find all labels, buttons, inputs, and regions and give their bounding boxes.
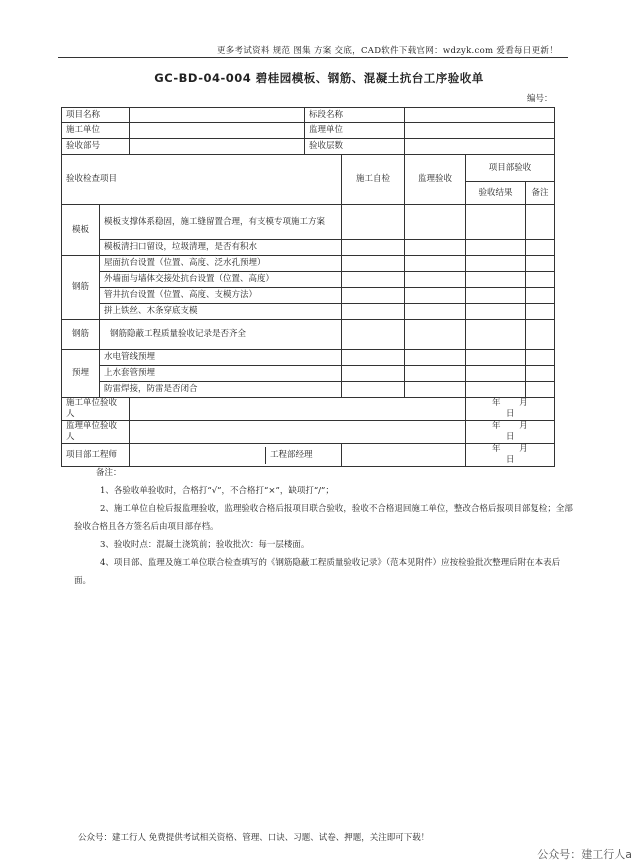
construction-unit-value[interactable] <box>130 123 305 139</box>
section-name-value[interactable] <box>405 108 555 123</box>
project-manager-label: 工程部经理 <box>270 449 313 460</box>
supervision-acceptor-label: 监理单位验收人 <box>62 421 130 444</box>
check-cell[interactable] <box>466 350 526 366</box>
acceptance-result-header: 验收结果 <box>466 182 526 205</box>
supervision-unit-label: 监理单位 <box>305 123 405 139</box>
item-label: 拼上铁丝、木条穿底支模 <box>100 304 342 320</box>
header-note: 更多考试资料 规范 图集 方案 交底，CAD软件下载官网：wdzyk.com 爱看每日更新！ <box>216 46 558 56</box>
check-cell[interactable] <box>526 350 555 366</box>
table-row <box>62 304 555 320</box>
category-label: 钢筋 <box>62 320 100 350</box>
header-divider <box>58 57 568 58</box>
table-row <box>62 108 555 123</box>
project-acceptance-header: 项目部验收 <box>466 155 555 182</box>
check-cell[interactable] <box>466 256 526 272</box>
page-title: GC-BD-04-004 碧桂园模板、钢筋、混凝土抗台工序验收单 <box>154 71 484 85</box>
date-year: 年 <box>492 398 501 408</box>
acceptance-floor-value[interactable] <box>405 139 555 155</box>
check-cell[interactable] <box>405 366 466 382</box>
check-cell[interactable] <box>466 320 526 350</box>
date-day: 日 <box>506 409 515 419</box>
note-item: 1、各验收单验收时，合格打“√”，不合格打“×”，缺项打“/”； <box>100 486 334 496</box>
check-cell[interactable] <box>342 288 405 304</box>
note-item: 2、施工单位自检后报监理验收，监理验收合格后报项目联合验收，验收不合格退回施工单位，整改合格后报项目部复检；全部验收合格且各方签名后由项目部存档。 <box>74 504 573 532</box>
check-cell[interactable] <box>405 382 466 398</box>
footer-note: 公众号：建工行人 免费提供考试相关资格、管理、口诀、习题、试卷、押题，关注即可下载！ <box>78 833 430 843</box>
table-row <box>62 320 555 350</box>
signoff-date <box>466 421 555 444</box>
check-cell[interactable] <box>526 320 555 350</box>
table-row <box>62 240 555 256</box>
check-cell[interactable] <box>526 256 555 272</box>
table-header-row <box>62 155 555 182</box>
project-name-label: 项目名称 <box>62 108 130 123</box>
category-label: 模板 <box>62 205 100 256</box>
check-cell[interactable] <box>405 288 466 304</box>
signoff-row <box>62 421 555 444</box>
serial-number-label: 编号： <box>527 94 553 104</box>
notes-section <box>74 464 574 590</box>
item-label: 上水套管预埋 <box>100 366 342 382</box>
date-month: 月 <box>519 421 528 431</box>
check-cell[interactable] <box>342 240 405 256</box>
check-cell[interactable] <box>405 205 466 240</box>
signoff-row <box>62 398 555 421</box>
item-label: 模板支撑体系稳固，施工缝留置合理，有支模专项施工方案 <box>100 205 342 240</box>
construction-self-check-header: 施工自检 <box>342 155 405 205</box>
check-cell[interactable] <box>466 304 526 320</box>
check-cell[interactable] <box>342 256 405 272</box>
construction-unit-label: 施工单位 <box>62 123 130 139</box>
signoff-date <box>466 398 555 421</box>
date-day: 日 <box>506 455 515 465</box>
check-cell[interactable] <box>466 240 526 256</box>
check-cell[interactable] <box>342 350 405 366</box>
check-cell[interactable] <box>405 256 466 272</box>
signoff-split <box>130 447 341 464</box>
date-day: 日 <box>506 432 515 442</box>
date-month: 月 <box>519 444 528 454</box>
table-row <box>62 350 555 366</box>
check-cell[interactable] <box>342 320 405 350</box>
project-name-value[interactable] <box>130 108 305 123</box>
acceptance-form-table <box>61 107 555 467</box>
category-label: 钢筋 <box>62 256 100 320</box>
item-label: 钢筋隐蔽工程质量验收记录是否齐全 <box>100 320 342 350</box>
inspection-items-header: 验收检查项目 <box>62 155 342 205</box>
table-row <box>62 382 555 398</box>
check-cell[interactable] <box>466 366 526 382</box>
check-cell[interactable] <box>342 272 405 288</box>
construction-acceptor-signature[interactable] <box>130 398 466 421</box>
note-item: 4、项目部、监理及施工单位联合检查填写的《钢筋隐蔽工程质量验收记录》（范本见附件）应按检验批次整理后附在本表后面。 <box>74 558 561 586</box>
check-cell[interactable] <box>526 205 555 240</box>
check-cell[interactable] <box>405 320 466 350</box>
check-cell[interactable] <box>526 240 555 256</box>
table-row <box>62 123 555 139</box>
check-cell[interactable] <box>526 382 555 398</box>
check-cell[interactable] <box>526 366 555 382</box>
check-cell[interactable] <box>526 304 555 320</box>
acceptance-floor-label: 验收层数 <box>305 139 405 155</box>
check-cell[interactable] <box>342 205 405 240</box>
date-month: 月 <box>519 398 528 408</box>
acceptance-parts-value[interactable] <box>130 139 305 155</box>
check-cell[interactable] <box>526 288 555 304</box>
supervision-acceptance-header: 监理验收 <box>405 155 466 205</box>
item-label: 模板清扫口留设，垃圾清理，是否有积水 <box>100 240 342 256</box>
date-year: 年 <box>492 444 501 454</box>
acceptance-parts-label: 验收部号 <box>62 139 130 155</box>
check-cell[interactable] <box>405 240 466 256</box>
item-label: 屋面抗台设置（位置、高度、泛水孔预埋） <box>100 256 342 272</box>
table-row <box>62 272 555 288</box>
item-label: 防雷焊接，防雷是否闭合 <box>100 382 342 398</box>
item-label: 水电管线预埋 <box>100 350 342 366</box>
category-label: 预埋 <box>62 350 100 398</box>
table-row <box>62 288 555 304</box>
notes-heading: 备注： <box>96 468 122 478</box>
watermark: 公众号：建工行人a <box>537 848 632 861</box>
table-row <box>62 256 555 272</box>
check-cell[interactable] <box>466 272 526 288</box>
check-cell[interactable] <box>342 304 405 320</box>
section-name-label: 标段名称 <box>305 108 405 123</box>
table-row <box>62 366 555 382</box>
construction-acceptor-label: 施工单位验收人 <box>62 398 130 421</box>
note-item: 3、验收时点：混凝土浇筑前；验收批次：每一层楼面。 <box>100 540 310 550</box>
supervision-unit-value[interactable] <box>405 123 555 139</box>
check-cell[interactable] <box>342 366 405 382</box>
project-engineer-signature[interactable] <box>130 447 266 464</box>
check-cell[interactable] <box>526 272 555 288</box>
check-cell[interactable] <box>466 382 526 398</box>
item-label: 外墙面与墙体交接处抗台设置（位置、高度） <box>100 272 342 288</box>
check-cell[interactable] <box>466 205 526 240</box>
project-engineer-label: 项目部工程师 <box>62 444 130 467</box>
check-cell[interactable] <box>466 288 526 304</box>
date-year: 年 <box>492 421 501 431</box>
table-row <box>62 139 555 155</box>
remarks-header: 备注 <box>526 182 555 205</box>
check-cell[interactable] <box>342 382 405 398</box>
table-row <box>62 205 555 240</box>
check-cell[interactable] <box>405 350 466 366</box>
item-label: 管井抗台设置（位置、高度、支模方法） <box>100 288 342 304</box>
check-cell[interactable] <box>405 272 466 288</box>
supervision-acceptor-signature[interactable] <box>130 421 466 444</box>
check-cell[interactable] <box>405 304 466 320</box>
